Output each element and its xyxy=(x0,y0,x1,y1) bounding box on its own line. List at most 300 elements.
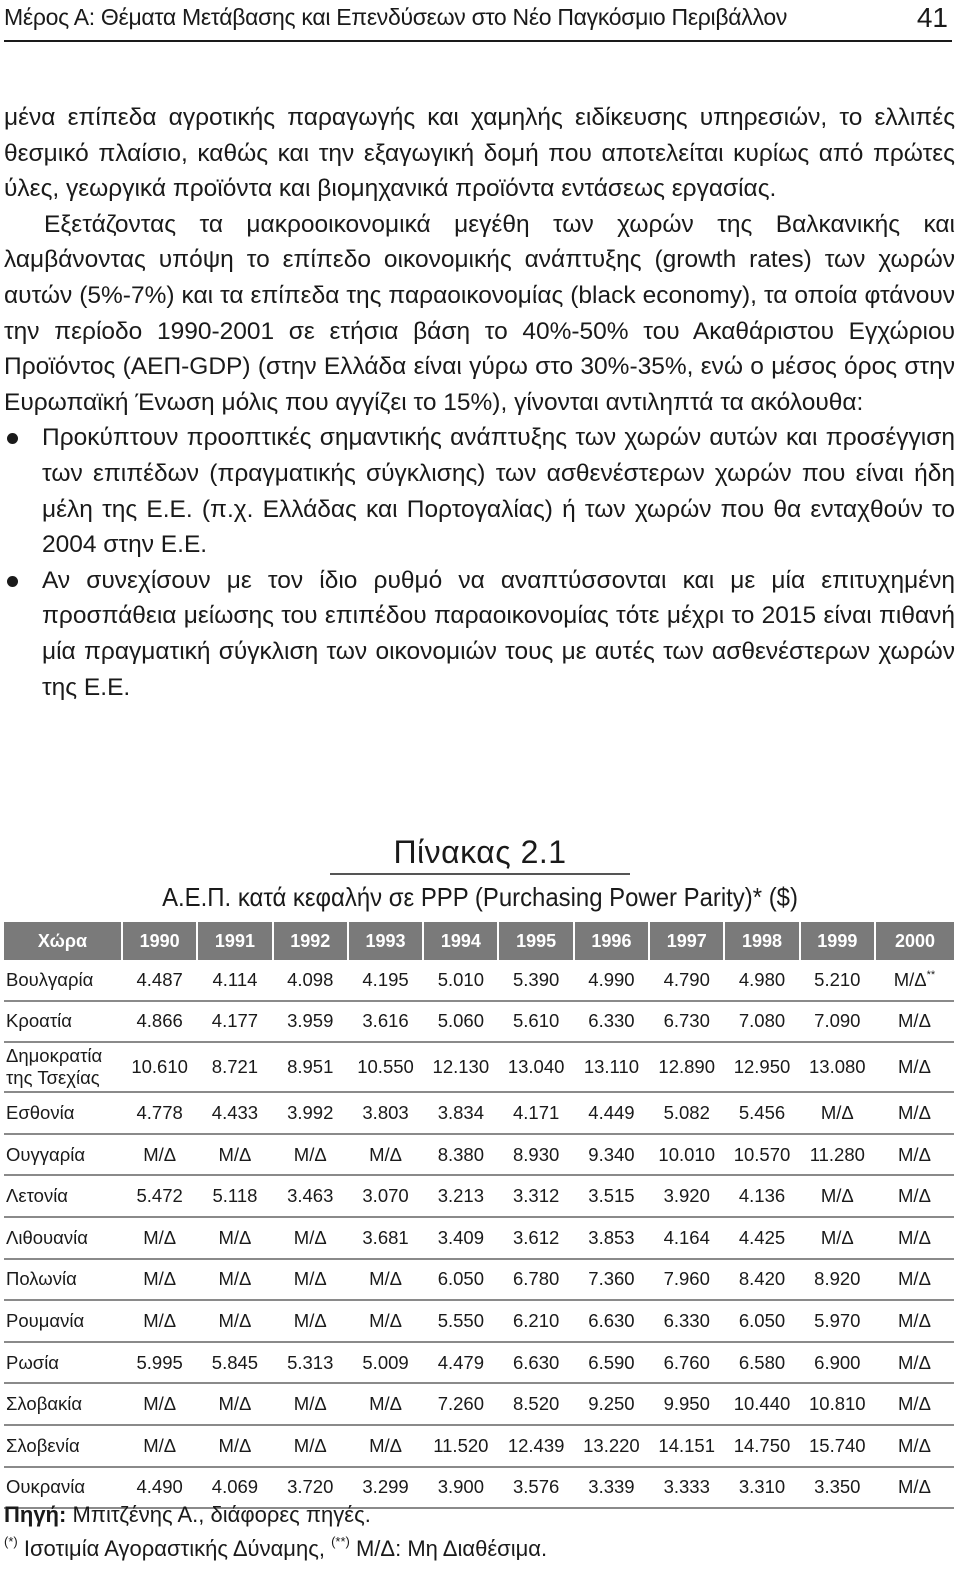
value-text: 3.576 xyxy=(512,1476,560,1498)
value-cell xyxy=(197,1001,272,1043)
value-cell xyxy=(348,1042,423,1092)
value-cell xyxy=(273,1001,348,1043)
value-cell xyxy=(724,1425,799,1467)
value-text: 4.069 xyxy=(211,1476,259,1498)
value-cell xyxy=(273,1042,348,1092)
value-text: 13.110 xyxy=(583,1056,640,1078)
value-text: 3.612 xyxy=(512,1226,560,1248)
table-row xyxy=(4,1383,954,1425)
value-cell xyxy=(574,1300,649,1342)
value-text: 3.350 xyxy=(814,1476,861,1498)
value-text: Μ/Δ xyxy=(143,1226,177,1248)
country-cell: Σλοβακία xyxy=(4,1383,122,1425)
value-text: 10.570 xyxy=(733,1143,791,1165)
value-text: Μ/Δ xyxy=(293,1393,327,1415)
value-text: 6.330 xyxy=(588,1010,635,1032)
value-text: Μ/Δ xyxy=(820,1226,854,1248)
paragraph-2: Εξετάζοντας τα μακροοικονομικά μεγέθη των χωρών της Βαλκανικής και λαμβάνοντας υπόψη το επίπεδο οικονομικής ανάπτυξης (growth rates) των χωρών αυτών (5%-7%) και τα επίπεδα της παραοικονομίας (black economy), τα οποία φτάνουν την περίοδο 1990-2001 σε ετήσια βάση το 40%-50% του Ακαθάριστου Εγχώριου Προϊόντος (ΑΕΠ-GDP) (στην Ελλάδα είναι γύρω στο 30%-35%, ενώ ο μέσος όρος στην Ευρωπαϊκή Ένωση μόλις που αγγίζει το 15%), γίνονται αντιληπτά τα ακόλουθα: xyxy=(4,210,955,416)
value-text: 8.380 xyxy=(437,1143,484,1165)
value-text: 4.990 xyxy=(588,968,635,990)
value-text: Μ/Δ xyxy=(218,1268,252,1290)
value-text: Μ/Δ xyxy=(893,968,927,990)
value-cell xyxy=(423,1217,498,1259)
source-text: Μπιτζένης Α., διάφορες πηγές. xyxy=(72,1502,371,1527)
value-cell xyxy=(122,1342,197,1384)
value-text: Μ/Δ xyxy=(293,1268,327,1290)
value-cell xyxy=(498,1425,573,1467)
value-cell xyxy=(423,1092,498,1134)
value-cell xyxy=(649,1383,724,1425)
value-text: 3.616 xyxy=(362,1010,409,1032)
value-cell xyxy=(800,1300,875,1342)
value-cell xyxy=(273,1259,348,1301)
value-text: 10.440 xyxy=(733,1393,791,1415)
value-text: 14.151 xyxy=(658,1434,716,1456)
value-cell xyxy=(348,1134,423,1176)
value-text: 4.433 xyxy=(211,1101,259,1123)
country-cell: Δημοκρατία της Τσεχίας xyxy=(4,1042,122,1092)
table-row xyxy=(4,1001,954,1043)
value-cell xyxy=(423,1383,498,1425)
value-text: 3.853 xyxy=(588,1226,635,1248)
value-text: Μ/Δ xyxy=(369,1434,402,1456)
value-cell xyxy=(649,1001,724,1043)
value-text: Μ/Δ xyxy=(143,1309,177,1331)
footnote-text: Μ/Δ: Μη Διαθέσιμα. xyxy=(355,1536,548,1561)
value-text: Μ/Δ xyxy=(293,1143,327,1165)
value-cell xyxy=(875,1092,954,1134)
value-text: 4.098 xyxy=(287,968,334,990)
column-header: 2000 xyxy=(875,922,954,960)
value-text: Μ/Δ xyxy=(898,1476,931,1498)
value-cell xyxy=(122,960,197,1001)
value-cell xyxy=(875,1175,954,1217)
value-text: 6.780 xyxy=(512,1268,560,1290)
value-text: 11.520 xyxy=(433,1434,489,1456)
value-cell xyxy=(122,1175,197,1217)
table-row xyxy=(4,1259,954,1301)
value-cell xyxy=(800,1467,875,1509)
value-text: 10.810 xyxy=(809,1393,866,1415)
source-label: Πηγή: xyxy=(4,1502,67,1527)
value-text: 5.009 xyxy=(362,1351,409,1373)
value-cell xyxy=(724,1001,799,1043)
value-text: 8.520 xyxy=(512,1393,560,1415)
value-cell xyxy=(498,1259,573,1301)
value-cell xyxy=(724,1383,799,1425)
value-cell xyxy=(574,1175,649,1217)
value-text: 5.082 xyxy=(663,1101,710,1123)
value-cell xyxy=(197,1383,272,1425)
value-cell xyxy=(273,1134,348,1176)
value-cell xyxy=(649,1092,724,1134)
table-row xyxy=(4,1175,954,1217)
value-cell xyxy=(273,1092,348,1134)
value-cell xyxy=(197,960,272,1001)
value-cell xyxy=(574,960,649,1001)
value-cell xyxy=(423,1425,498,1467)
value-text: Μ/Δ xyxy=(898,1309,931,1331)
table-row xyxy=(4,1134,954,1176)
value-cell xyxy=(348,1001,423,1043)
value-text: Μ/Δ xyxy=(898,1226,931,1248)
running-header-title: Μέρος Α: Θέματα Μετάβασης και Επενδύσεων στο Νέο Παγκόσμιο Περιβάλλον xyxy=(4,4,788,30)
country-cell: Ουγγαρία xyxy=(4,1134,122,1176)
value-cell xyxy=(724,960,799,1001)
value-cell xyxy=(800,1425,875,1467)
value-cell xyxy=(273,1300,348,1342)
bullet-list xyxy=(4,420,955,705)
running-header xyxy=(4,2,952,42)
column-header: Χώρα xyxy=(4,922,122,960)
value-cell xyxy=(423,1467,498,1509)
value-cell xyxy=(649,1425,724,1467)
value-text: 12.130 xyxy=(432,1056,490,1078)
value-text: Μ/Δ xyxy=(898,1101,931,1123)
value-text: 5.456 xyxy=(738,1101,786,1123)
value-text: Μ/Δ xyxy=(218,1434,252,1456)
value-cell xyxy=(574,1134,649,1176)
value-cell xyxy=(273,1342,348,1384)
value-cell xyxy=(574,1042,649,1092)
country-cell: Βουλγαρία xyxy=(6,968,94,990)
value-cell xyxy=(800,1342,875,1384)
country-cell: Ουκρανία xyxy=(4,1467,122,1509)
value-cell xyxy=(348,1175,423,1217)
value-text: Μ/Δ xyxy=(218,1309,252,1331)
value-text: Μ/Δ xyxy=(369,1393,402,1415)
value-text: 7.080 xyxy=(738,1010,786,1032)
value-text: Μ/Δ xyxy=(820,1101,854,1123)
value-text: 3.992 xyxy=(287,1101,334,1123)
value-text: 3.803 xyxy=(362,1101,409,1123)
column-header: 1993 xyxy=(348,922,423,960)
value-text: Μ/Δ xyxy=(898,1351,931,1373)
value-cell xyxy=(875,1383,954,1425)
value-cell xyxy=(273,960,348,1001)
value-text: 9.250 xyxy=(588,1393,635,1415)
table-label-rule xyxy=(330,873,630,875)
column-header: 1998 xyxy=(724,922,799,960)
value-text: 5.118 xyxy=(212,1185,258,1207)
value-text: Μ/Δ xyxy=(143,1393,177,1415)
table-body xyxy=(4,960,954,1508)
value-text: 4.425 xyxy=(738,1226,786,1248)
country-cell: Πολωνία xyxy=(4,1259,122,1301)
value-cell xyxy=(649,1217,724,1259)
value-cell xyxy=(423,1175,498,1217)
value-text: 12.950 xyxy=(733,1056,791,1078)
value-cell xyxy=(348,1217,423,1259)
value-text: 3.720 xyxy=(287,1476,334,1498)
value-cell xyxy=(574,1383,649,1425)
value-text: 4.136 xyxy=(738,1185,786,1207)
value-text: Μ/Δ xyxy=(143,1143,177,1165)
value-text: 4.195 xyxy=(362,968,409,990)
value-cell xyxy=(423,1342,498,1384)
value-cell xyxy=(574,1001,649,1043)
value-text: 8.920 xyxy=(814,1268,861,1290)
value-cell xyxy=(875,1342,954,1384)
value-cell xyxy=(649,1259,724,1301)
value-text: Μ/Δ xyxy=(369,1309,402,1331)
column-header: 1991 xyxy=(197,922,272,960)
value-cell xyxy=(273,1175,348,1217)
value-text: 5.995 xyxy=(136,1351,183,1373)
value-cell xyxy=(348,1425,423,1467)
value-text: 5.472 xyxy=(136,1185,183,1207)
value-cell xyxy=(875,1001,954,1043)
value-cell xyxy=(498,1342,573,1384)
value-cell xyxy=(574,1092,649,1134)
value-cell xyxy=(122,1001,197,1043)
value-cell xyxy=(498,1383,573,1425)
value-text: 14.750 xyxy=(733,1434,791,1456)
value-cell xyxy=(122,1300,197,1342)
country-cell: Λιθουανία xyxy=(4,1217,122,1259)
value-text: 6.900 xyxy=(814,1351,861,1373)
value-cell xyxy=(197,1217,272,1259)
value-text: 3.681 xyxy=(362,1226,409,1248)
column-header: 1990 xyxy=(122,922,197,960)
value-cell xyxy=(348,1383,423,1425)
value-text: 7.260 xyxy=(437,1393,484,1415)
value-cell xyxy=(273,1383,348,1425)
value-text: 4.114 xyxy=(212,968,258,990)
value-text: 3.339 xyxy=(588,1476,635,1498)
value-cell xyxy=(197,1259,272,1301)
source-line xyxy=(4,1502,371,1528)
value-cell xyxy=(724,1042,799,1092)
value-cell xyxy=(875,1300,954,1342)
value-cell xyxy=(498,1300,573,1342)
value-cell xyxy=(122,1425,197,1467)
value-text: 10.550 xyxy=(357,1056,414,1078)
value-text: 3.920 xyxy=(663,1185,710,1207)
value-text: 6.590 xyxy=(588,1351,635,1373)
column-header: 1999 xyxy=(800,922,875,960)
value-cell xyxy=(800,960,875,1001)
value-text: Μ/Δ xyxy=(218,1226,252,1248)
value-cell xyxy=(423,1300,498,1342)
value-cell xyxy=(800,1042,875,1092)
value-cell xyxy=(875,1217,954,1259)
value-cell xyxy=(800,1259,875,1301)
table-row xyxy=(4,1092,954,1134)
country-cell: Ρουμανία xyxy=(4,1300,122,1342)
value-text: 8.721 xyxy=(211,1056,259,1078)
value-cell xyxy=(800,1383,875,1425)
value-text: 3.515 xyxy=(588,1185,635,1207)
value-text: Μ/Δ xyxy=(898,1056,931,1078)
value-cell xyxy=(724,1134,799,1176)
column-header: 1994 xyxy=(423,922,498,960)
value-text: 6.760 xyxy=(663,1351,710,1373)
value-text: 9.340 xyxy=(588,1143,635,1165)
value-text: 9.950 xyxy=(663,1393,710,1415)
value-cell xyxy=(649,1134,724,1176)
value-text: 11.280 xyxy=(809,1143,865,1165)
value-text: 5.210 xyxy=(814,968,861,990)
value-text: Μ/Δ xyxy=(898,1010,931,1032)
value-cell xyxy=(197,1134,272,1176)
value-cell xyxy=(122,1042,197,1092)
value-text: Μ/Δ xyxy=(820,1185,854,1207)
value-cell xyxy=(348,1259,423,1301)
value-text: 7.960 xyxy=(663,1268,710,1290)
value-cell xyxy=(875,1467,954,1509)
value-cell xyxy=(649,1342,724,1384)
value-cell xyxy=(122,1383,197,1425)
value-text: 10.010 xyxy=(658,1143,716,1165)
value-cell xyxy=(423,1042,498,1092)
value-cell xyxy=(875,1134,954,1176)
bullet-item: Προκύπτουν προοπτικές σημαντικής ανάπτυξης των χωρών αυτών και προσέγγιση των επιπέδων (πραγματικής σύγκλισης) των ασθενέστερων χωρών που είναι ήδη μέλη της Ε.Ε. (π.χ. Ελλάδας και Πορτογαλίας) ή των χωρών που θα ενταχθούν το 2004 στην Ε.Ε. xyxy=(4,420,955,562)
value-text: 4.449 xyxy=(588,1101,635,1123)
value-cell xyxy=(800,1217,875,1259)
page-number: 41 xyxy=(916,2,948,33)
value-cell xyxy=(423,1259,498,1301)
value-text: 3.900 xyxy=(437,1476,484,1498)
value-cell xyxy=(197,1342,272,1384)
value-cell xyxy=(423,1001,498,1043)
value-text: 6.050 xyxy=(738,1309,786,1331)
column-header: 1996 xyxy=(574,922,649,960)
column-header: 1992 xyxy=(273,922,348,960)
value-cell xyxy=(498,960,573,1001)
value-cell xyxy=(197,1092,272,1134)
value-text: 5.010 xyxy=(437,968,484,990)
table-row xyxy=(4,1425,954,1467)
value-cell xyxy=(800,1001,875,1043)
value-text: 6.580 xyxy=(738,1351,786,1373)
value-cell xyxy=(724,1259,799,1301)
value-text: 4.490 xyxy=(136,1476,183,1498)
value-cell xyxy=(423,960,498,1001)
country-cell: Κροατία xyxy=(4,1001,122,1043)
column-header: 1995 xyxy=(498,922,573,960)
value-text: 5.060 xyxy=(437,1010,484,1032)
value-cell xyxy=(724,1300,799,1342)
bullet-item: Αν συνεχίσουν με τον ίδιο ρυθμό να αναπτύσσονται και με μία επιτυχημένη προσπάθεια μείωσης του επιπέδου παραοικονομίας τότε μέχρι το 2015 είναι πιθανή μία πραγματική σύγκλιση των οικονομιών τους με αυτές των ασθενέστερων χωρών της Ε.Ε. xyxy=(4,563,955,705)
value-cell xyxy=(649,1042,724,1092)
value-text: 4.487 xyxy=(136,968,183,990)
value-cell xyxy=(649,1467,724,1509)
value-cell xyxy=(649,1300,724,1342)
value-text: 3.333 xyxy=(663,1476,710,1498)
table-row xyxy=(4,960,954,1001)
value-text: 5.550 xyxy=(437,1309,484,1331)
value-text: 4.866 xyxy=(136,1010,183,1032)
value-cell xyxy=(724,1467,799,1509)
value-text: Μ/Δ xyxy=(143,1434,177,1456)
value-text: Μ/Δ xyxy=(293,1226,327,1248)
value-text: Μ/Δ xyxy=(898,1185,931,1207)
country-cell: Εσθονία xyxy=(4,1092,122,1134)
value-text: 5.610 xyxy=(512,1010,560,1032)
value-text: 3.834 xyxy=(437,1101,484,1123)
value-cell xyxy=(197,1300,272,1342)
value-cell xyxy=(875,1042,954,1092)
value-cell xyxy=(423,1134,498,1176)
value-text: 13.040 xyxy=(507,1056,565,1078)
value-text: 4.177 xyxy=(211,1010,259,1032)
gdp-table xyxy=(4,922,954,1509)
value-text: 3.310 xyxy=(738,1476,786,1498)
value-text: 5.313 xyxy=(287,1351,334,1373)
value-text: Μ/Δ xyxy=(143,1268,177,1290)
value-text: Μ/Δ xyxy=(293,1309,327,1331)
value-cell xyxy=(348,960,423,1001)
value-text: Μ/Δ xyxy=(293,1434,327,1456)
value-cell xyxy=(498,1001,573,1043)
table-label: Πίνακας 2.1 xyxy=(393,834,567,870)
value-cell xyxy=(122,1217,197,1259)
value-cell xyxy=(649,1175,724,1217)
value-text: Μ/Δ xyxy=(898,1393,931,1415)
value-text: 15.740 xyxy=(809,1434,866,1456)
value-text: Μ/Δ xyxy=(369,1143,402,1165)
value-text: 3.463 xyxy=(287,1185,334,1207)
country-cell: Ρωσία xyxy=(4,1342,122,1384)
value-text: 12.890 xyxy=(658,1056,716,1078)
value-cell xyxy=(197,1175,272,1217)
value-cell xyxy=(498,1467,573,1509)
value-cell xyxy=(197,1042,272,1092)
column-header: 1997 xyxy=(649,922,724,960)
value-cell xyxy=(348,1342,423,1384)
value-cell xyxy=(122,1134,197,1176)
country-cell: Λετονία xyxy=(4,1175,122,1217)
value-text: 3.213 xyxy=(437,1185,484,1207)
value-cell xyxy=(498,1217,573,1259)
value-cell xyxy=(273,1425,348,1467)
table-header-row xyxy=(4,922,954,960)
value-cell xyxy=(574,1259,649,1301)
value-cell xyxy=(122,1092,197,1134)
value-cell xyxy=(800,1175,875,1217)
value-text: 5.390 xyxy=(512,968,560,990)
value-text: 6.630 xyxy=(512,1351,560,1373)
footnote-mark: (**) xyxy=(331,1534,350,1549)
value-cell xyxy=(574,1467,649,1509)
value-cell xyxy=(875,1259,954,1301)
footnote-line xyxy=(4,1536,547,1562)
value-text: 8.951 xyxy=(287,1056,334,1078)
value-text: 3.312 xyxy=(512,1185,560,1207)
value-text: Μ/Δ xyxy=(898,1143,931,1165)
value-text: 3.409 xyxy=(437,1226,484,1248)
value-cell xyxy=(649,960,724,1001)
value-cell xyxy=(273,1217,348,1259)
value-text: Μ/Δ xyxy=(898,1434,931,1456)
value-text: 3.299 xyxy=(362,1476,409,1498)
value-text: 5.970 xyxy=(814,1309,861,1331)
value-cell xyxy=(574,1342,649,1384)
value-text: 3.959 xyxy=(287,1010,334,1032)
value-cell xyxy=(498,1042,573,1092)
value-text: 12.439 xyxy=(507,1434,565,1456)
value-cell xyxy=(498,1092,573,1134)
value-cell xyxy=(875,960,954,1001)
value-text: 4.164 xyxy=(663,1226,710,1248)
footnote-mark: (*) xyxy=(4,1534,18,1549)
value-text: 13.220 xyxy=(583,1434,640,1456)
table-heading xyxy=(0,834,960,912)
value-text: 6.730 xyxy=(663,1010,710,1032)
value-text: 8.420 xyxy=(738,1268,786,1290)
value-text: 7.090 xyxy=(814,1010,861,1032)
